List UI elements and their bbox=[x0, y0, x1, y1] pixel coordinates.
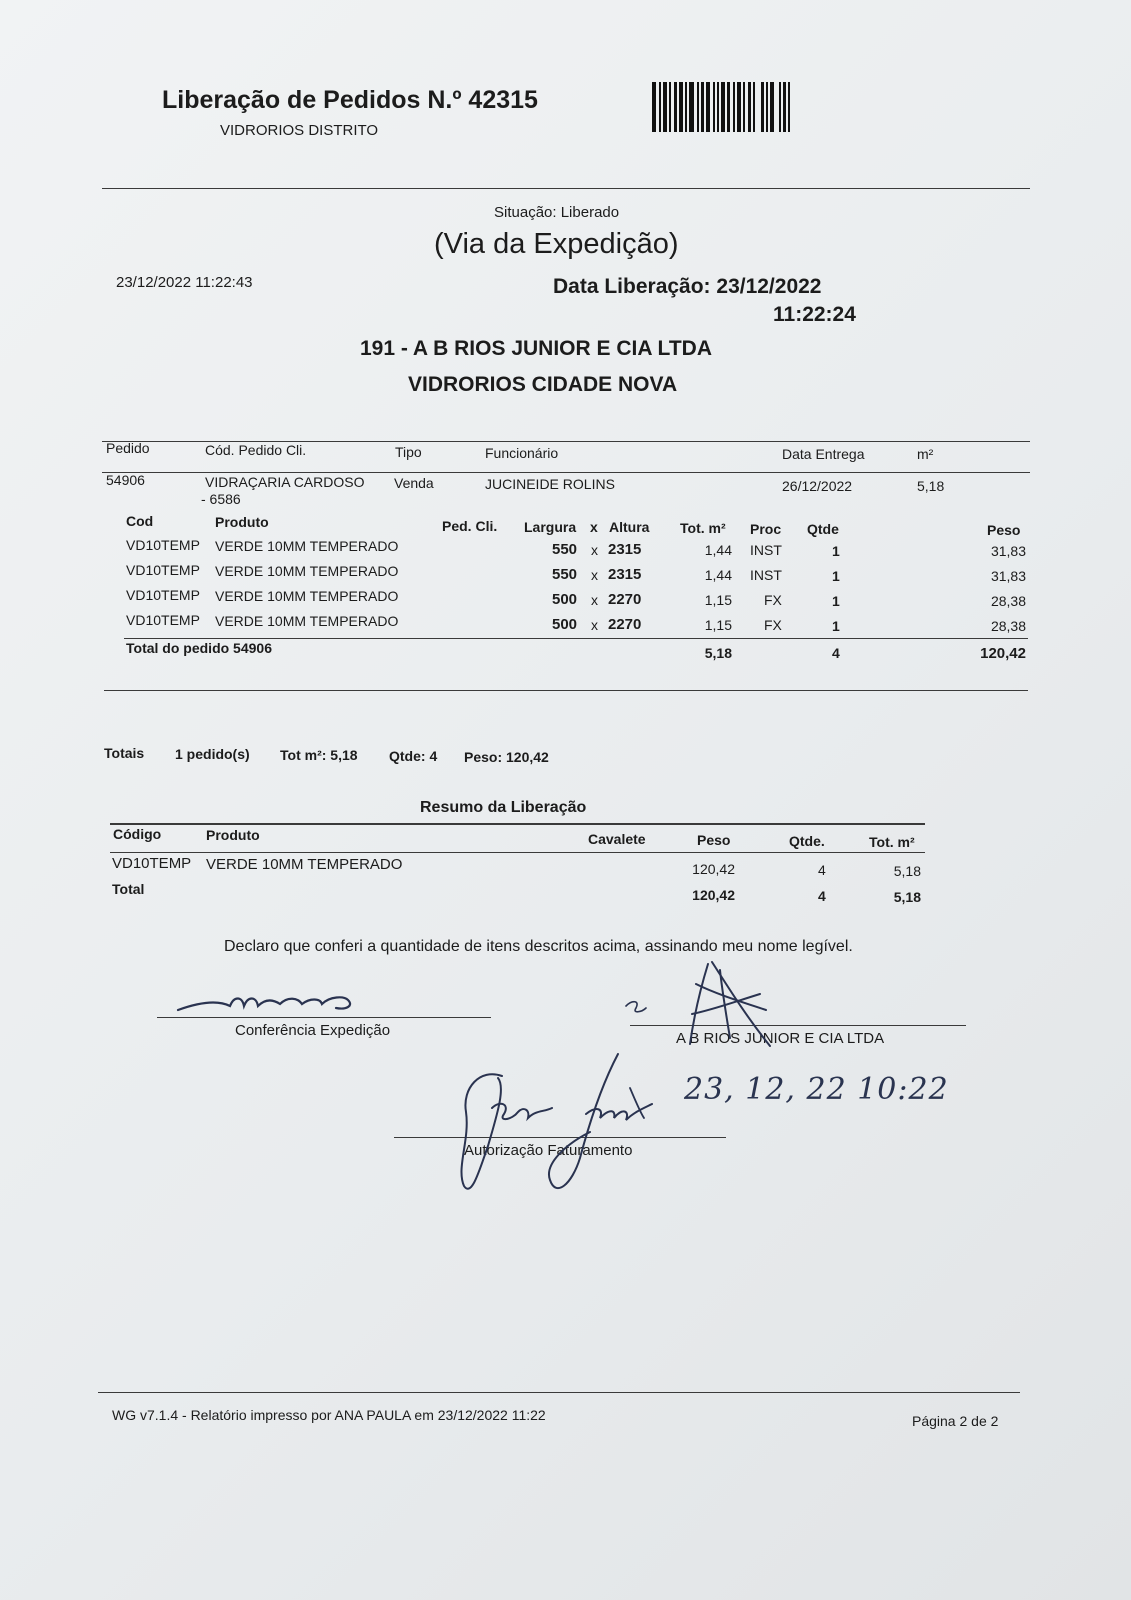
footer-page-number: Página 2 de 2 bbox=[912, 1413, 999, 1429]
item-proc: INST bbox=[750, 567, 782, 583]
item-produto: VERDE 10MM TEMPERADO bbox=[215, 613, 399, 629]
signature-conferencia bbox=[170, 988, 370, 1018]
items-col-produto: Produto bbox=[215, 514, 269, 530]
item-tot-m2: 1,44 bbox=[704, 567, 732, 583]
items-col-peso: Peso bbox=[987, 522, 1021, 538]
resumo-col-codigo: Código bbox=[113, 826, 162, 842]
totals-qtde: Qtde: 4 bbox=[389, 748, 438, 764]
resumo-total-label: Total bbox=[112, 881, 145, 897]
item-proc: FX bbox=[764, 592, 782, 608]
divider bbox=[104, 690, 1028, 691]
via-label: (Via da Expedição) bbox=[434, 228, 679, 260]
order-total-label: Total do pedido 54906 bbox=[126, 640, 272, 656]
client-name: 191 - A B RIOS JUNIOR E CIA LTDA bbox=[360, 337, 712, 360]
item-x: x bbox=[591, 567, 598, 583]
resumo-total-peso: 120,42 bbox=[692, 887, 735, 903]
col-funcionario: Funcionário bbox=[485, 445, 559, 461]
resumo-total-tot-m2: 5,18 bbox=[893, 889, 921, 905]
divider bbox=[102, 472, 1030, 473]
items-col-cod: Cod bbox=[126, 513, 154, 529]
order-m2: 5,18 bbox=[917, 478, 945, 494]
resumo-col-qtde: Qtde. bbox=[789, 833, 825, 849]
situacao: Situação: Liberado bbox=[494, 204, 620, 221]
order-total-m2: 5,18 bbox=[704, 645, 732, 661]
item-largura: 550 bbox=[552, 541, 578, 558]
item-peso: 28,38 bbox=[990, 618, 1026, 634]
handwritten-date: 23, 12, 22 10:22 bbox=[684, 1072, 949, 1107]
totals-peso: Peso: 120,42 bbox=[464, 749, 549, 765]
report-title: Liberação de Pedidos N.º 42315 bbox=[162, 86, 538, 114]
item-qtde: 1 bbox=[832, 593, 840, 609]
item-cod: VD10TEMP bbox=[126, 612, 200, 628]
col-cod-pedido-cli: Cód. Pedido Cli. bbox=[205, 442, 307, 458]
data-liberacao: Data Liberação: 23/12/2022 bbox=[553, 275, 822, 298]
footer-divider bbox=[98, 1392, 1020, 1393]
item-produto: VERDE 10MM TEMPERADO bbox=[215, 563, 399, 579]
order-funcionario: JUCINEIDE ROLINS bbox=[485, 476, 615, 492]
item-x: x bbox=[591, 617, 598, 633]
resumo-codigo: VD10TEMP bbox=[112, 855, 192, 872]
signature-autorizacao bbox=[440, 1048, 680, 1200]
item-cod: VD10TEMP bbox=[126, 562, 200, 578]
resumo-col-cavalete: Cavalete bbox=[588, 831, 646, 847]
label-conferencia: Conferência Expedição bbox=[235, 1022, 391, 1039]
order-pedido: 54906 bbox=[106, 472, 145, 488]
item-tot-m2: 1,15 bbox=[704, 617, 732, 633]
item-produto: VERDE 10MM TEMPERADO bbox=[215, 588, 399, 604]
divider bbox=[124, 638, 1028, 639]
item-peso: 31,83 bbox=[990, 543, 1026, 559]
item-altura: 2270 bbox=[608, 591, 642, 608]
item-altura: 2315 bbox=[608, 566, 642, 583]
divider bbox=[110, 852, 925, 853]
resumo-tot-m2: 5,18 bbox=[893, 863, 921, 879]
label-company: A B RIOS JUNIOR E CIA LTDA bbox=[676, 1030, 885, 1047]
item-qtde: 1 bbox=[832, 543, 840, 559]
items-col-ped-cli: Ped. Cli. bbox=[442, 518, 498, 534]
col-data-entrega: Data Entrega bbox=[782, 446, 865, 462]
items-col-largura: Largura bbox=[524, 519, 577, 535]
item-qtde: 1 bbox=[832, 618, 840, 634]
totals-label: Totais bbox=[104, 745, 145, 761]
item-cod: VD10TEMP bbox=[126, 587, 200, 603]
footer-printed-by: WG v7.1.4 - Relatório impresso por ANA PAULA em 23/12/2022 11:22 bbox=[112, 1407, 546, 1423]
divider bbox=[110, 823, 925, 825]
col-m2: m² bbox=[917, 446, 934, 462]
label-autorizacao: Autorização Faturamento bbox=[464, 1142, 633, 1159]
item-proc: FX bbox=[764, 617, 782, 633]
item-peso: 31,83 bbox=[990, 568, 1026, 584]
item-x: x bbox=[591, 592, 598, 608]
barcode bbox=[652, 82, 818, 132]
item-peso: 28,38 bbox=[990, 593, 1026, 609]
signature-company bbox=[620, 960, 790, 1050]
item-largura: 550 bbox=[552, 566, 578, 583]
items-col-proc: Proc bbox=[750, 521, 782, 537]
resumo-produto: VERDE 10MM TEMPERADO bbox=[206, 856, 403, 873]
order-total-qtde: 4 bbox=[832, 645, 840, 661]
resumo-title: Resumo da Liberação bbox=[420, 799, 587, 816]
totals-pedidos: 1 pedido(s) bbox=[175, 746, 250, 762]
order-data-entrega: 26/12/2022 bbox=[782, 478, 853, 494]
item-altura: 2315 bbox=[608, 541, 642, 558]
resumo-col-tot-m2: Tot. m² bbox=[869, 834, 915, 850]
col-tipo: Tipo bbox=[395, 444, 422, 460]
item-proc: INST bbox=[750, 542, 782, 558]
items-col-altura: Altura bbox=[609, 519, 650, 535]
items-col-x: x bbox=[590, 519, 598, 535]
divider bbox=[102, 188, 1030, 189]
item-x: x bbox=[591, 542, 598, 558]
order-cliente-code: - 6586 bbox=[201, 491, 241, 507]
data-liberacao-time: 11:22:24 bbox=[773, 303, 856, 326]
item-cod: VD10TEMP bbox=[126, 537, 200, 553]
resumo-col-peso: Peso bbox=[697, 832, 731, 848]
items-col-tot-m2: Tot. m² bbox=[680, 520, 726, 536]
company-name: VIDRORIOS DISTRITO bbox=[220, 122, 379, 139]
resumo-qtde: 4 bbox=[818, 862, 826, 878]
items-col-qtde: Qtde bbox=[807, 521, 839, 537]
resumo-col-produto: Produto bbox=[206, 827, 260, 843]
declaration: Declaro que conferi a quantidade de itens descritos acima, assinando meu nome legível. bbox=[224, 938, 853, 955]
order-cliente: VIDRAÇARIA CARDOSO bbox=[205, 474, 365, 490]
resumo-peso: 120,42 bbox=[692, 861, 735, 877]
item-largura: 500 bbox=[552, 616, 578, 633]
col-pedido: Pedido bbox=[106, 440, 150, 456]
item-qtde: 1 bbox=[832, 568, 840, 584]
client-store: VIDRORIOS CIDADE NOVA bbox=[408, 373, 678, 396]
resumo-total-qtde: 4 bbox=[818, 888, 826, 904]
totals-m2: Tot m²: 5,18 bbox=[280, 747, 358, 763]
item-tot-m2: 1,44 bbox=[704, 542, 732, 558]
order-total-peso: 120,42 bbox=[980, 645, 1026, 662]
item-altura: 2270 bbox=[608, 616, 642, 633]
print-datetime: 23/12/2022 11:22:43 bbox=[116, 274, 253, 291]
item-tot-m2: 1,15 bbox=[704, 592, 732, 608]
item-largura: 500 bbox=[552, 591, 578, 608]
item-produto: VERDE 10MM TEMPERADO bbox=[215, 538, 399, 554]
order-tipo: Venda bbox=[394, 475, 434, 491]
